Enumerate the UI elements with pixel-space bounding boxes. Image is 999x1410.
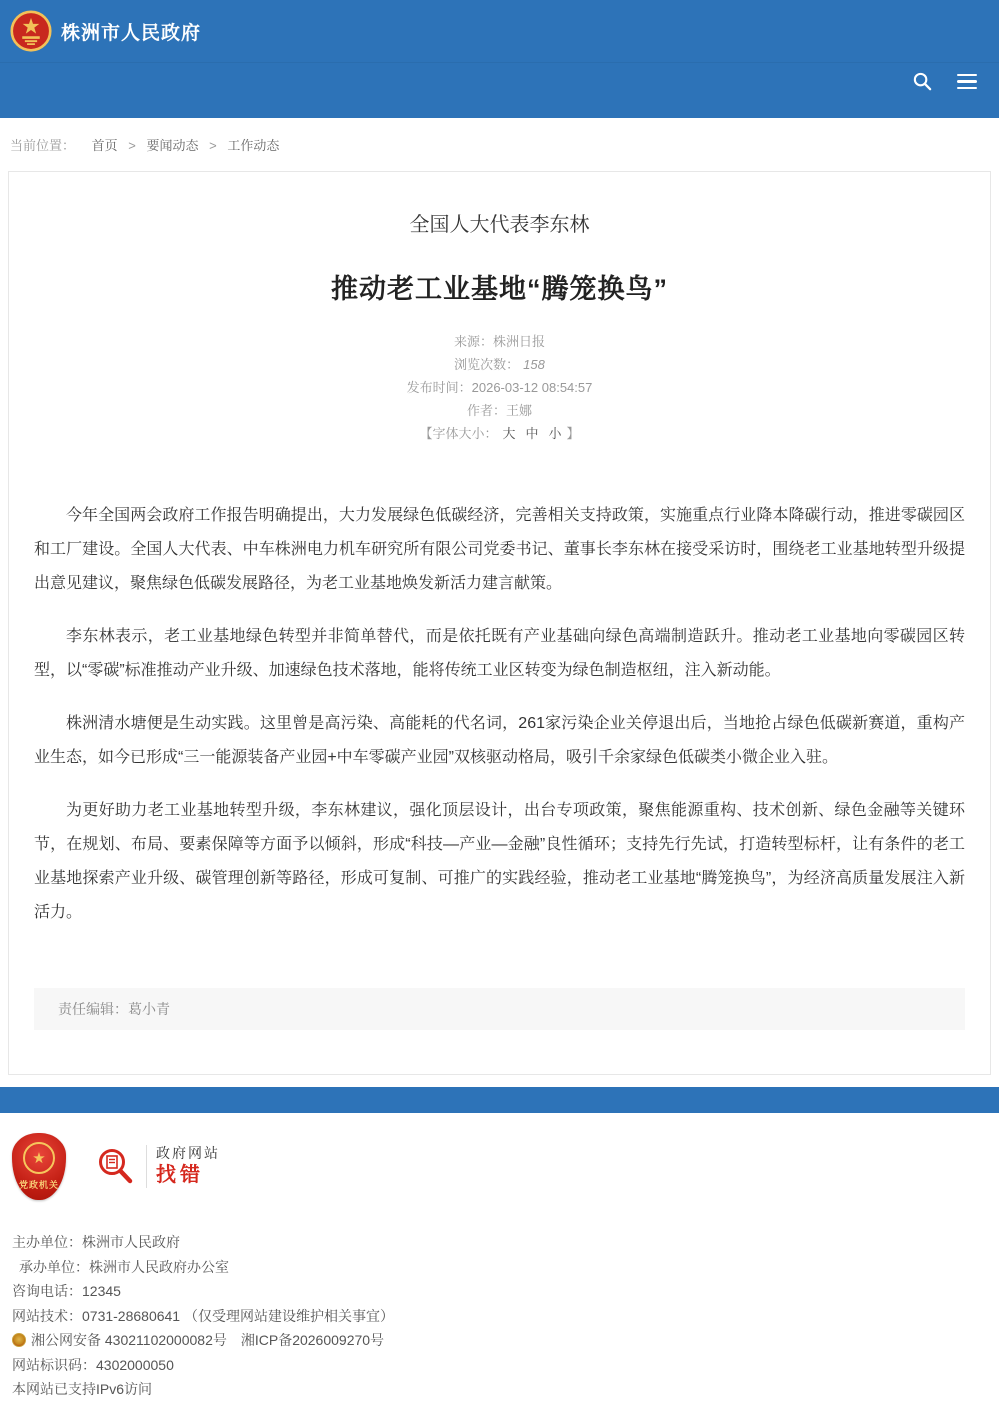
tech-support-value: 0731-28680641 （仅受理网站建设维护相关事宜）	[82, 1307, 394, 1324]
breadcrumb-news[interactable]: 要闻动态	[146, 138, 199, 153]
article-paragraph: 李东林表示，老工业基地绿色转型并非简单替代，而是依托既有产业基础向绿色高端制造跃升。推动老工业基地向零碳园区转型，以“零碳”标准推动产业升级、加速绿色技术落地，能将传统工业区转变为绿色制造枢纽，注入新动能。	[34, 628, 965, 679]
font-size-label: 【字体大小：	[419, 426, 498, 441]
site-name: 株洲市人民政府	[61, 22, 202, 44]
party-gov-badge-label: 党政机关	[18, 1180, 59, 1190]
footer-info	[12, 1230, 987, 1402]
footer-divider-bar	[0, 1087, 999, 1113]
breadcrumb-separator: >	[128, 138, 136, 153]
meta-views	[34, 353, 965, 376]
gov-site-error-report-badge[interactable]	[94, 1145, 220, 1189]
error-report-magnifier-icon	[94, 1145, 138, 1189]
error-report-badge-text	[146, 1145, 220, 1188]
search-icon	[912, 71, 933, 92]
search-button[interactable]	[910, 69, 935, 94]
public-security-badge-icon	[12, 1333, 26, 1347]
meta-source-label: 来源：	[453, 334, 493, 349]
phone-line	[12, 1279, 987, 1304]
editor-box	[34, 988, 965, 1030]
host-unit-line	[12, 1230, 987, 1255]
site-footer	[0, 1113, 999, 1410]
error-report-line2: 找错	[156, 1163, 204, 1186]
font-size-large[interactable]: 大	[502, 426, 516, 441]
meta-source-value: 株洲日报	[493, 334, 546, 349]
font-size-small[interactable]: 小	[548, 426, 562, 441]
organizer-unit-value: 株洲市人民政府办公室	[89, 1258, 229, 1275]
party-gov-badge-emblem-icon: ★	[23, 1142, 55, 1174]
phone-label: 咨询电话：	[12, 1283, 82, 1299]
organizer-unit-line	[12, 1255, 987, 1280]
ipv6-text: 本网站已支持IPv6访问	[12, 1381, 153, 1397]
tech-support-label: 网站技术：	[12, 1307, 82, 1324]
article-card	[8, 171, 991, 1075]
article-subtitle: 全国人大代表李东林	[409, 214, 590, 236]
ipv6-line	[12, 1377, 987, 1402]
party-gov-badge[interactable]	[12, 1133, 66, 1200]
error-report-line1: 政府网站	[156, 1145, 220, 1162]
meta-source	[34, 330, 965, 353]
breadcrumb-separator: >	[209, 138, 217, 153]
header-top	[0, 0, 999, 62]
article-paragraph: 为更好助力老工业基地转型升级，李东林建议，强化顶层设计，出台专项政策，聚焦能源重构、技术创新、绿色金融等关键环节，在规划、布局、要素保障等方面予以倾斜，形成“科技—产业—金融”良性循环；支持先行先试，打造转型标杆，让有条件的老工业基地探索产业升级、碳管理创新等路径，形成可复制、可推广的实践经验，推动老工业基地“腾笼换鸟”，为经济高质量发展注入新活力。	[34, 802, 965, 921]
font-size-control	[34, 422, 965, 445]
meta-time-label: 发布时间：	[406, 380, 472, 395]
editor-label: 责任编辑：	[58, 1001, 128, 1017]
host-unit-label: 主办单位：	[12, 1234, 82, 1250]
tech-support-line	[12, 1304, 987, 1329]
national-emblem-icon	[10, 10, 52, 52]
editor-value: 葛小青	[128, 1001, 170, 1017]
hamburger-icon	[957, 74, 977, 90]
organizer-unit-label: 承办单位：	[19, 1258, 89, 1275]
breadcrumb-work-news[interactable]: 工作动态	[227, 138, 280, 153]
breadcrumb-home[interactable]: 首页	[91, 138, 118, 153]
site-code-value: 4302000050	[96, 1356, 174, 1373]
header-nav	[0, 62, 999, 100]
icp-filing-link[interactable]: 湘ICP备2026009270号	[240, 1332, 385, 1348]
menu-button[interactable]	[955, 72, 979, 92]
meta-views-value: 158	[523, 357, 545, 372]
filing-line	[12, 1328, 987, 1353]
article-meta	[34, 330, 965, 445]
article-title: 推动老工业基地“腾笼换鸟”	[331, 274, 668, 304]
site-header	[0, 0, 999, 118]
article-paragraph: 株洲清水塘便是生动实践。这里曾是高污染、高能耗的代名词，261家污染企业关停退出后，当地抢占绿色低碳新赛道，重构产业生态，如今已形成“三一能源装备产业园+中车零碳产业园”双核驱动格局，吸引千余家绿色低碳类小微企业入驻。	[34, 715, 965, 766]
meta-views-label: 浏览次数：	[454, 357, 520, 372]
meta-time-value: 2026-03-12 08:54:57	[471, 380, 593, 395]
meta-publish-time	[34, 376, 965, 399]
footer-badges	[12, 1133, 987, 1200]
breadcrumb	[0, 118, 999, 167]
article-body	[34, 499, 965, 930]
font-size-label-end: 】	[566, 426, 580, 441]
host-unit-value: 株洲市人民政府	[82, 1234, 180, 1250]
phone-value: 12345	[82, 1283, 121, 1299]
breadcrumb-label: 当前位置：	[10, 138, 76, 153]
meta-author-value: 王娜	[506, 403, 533, 418]
font-size-medium[interactable]: 中	[525, 426, 539, 441]
meta-author-label: 作者：	[466, 403, 506, 418]
site-code-line	[12, 1353, 987, 1378]
meta-author	[34, 399, 965, 422]
site-code-label: 网站标识码：	[12, 1356, 96, 1373]
security-filing-link[interactable]: 湘公网安备 43021102000082号	[31, 1332, 227, 1348]
article-paragraph: 今年全国两会政府工作报告明确提出，大力发展绿色低碳经济，完善相关支持政策，实施重点行业降本降碳行动，推进零碳园区和工厂建设。全国人大代表、中车株洲电力机车研究所有限公司党委书记、董事长李东林在接受采访时，围绕老工业基地转型升级提出意见建议，聚焦绿色低碳发展路径，为老工业基地焕发新活力建言献策。	[34, 507, 965, 592]
